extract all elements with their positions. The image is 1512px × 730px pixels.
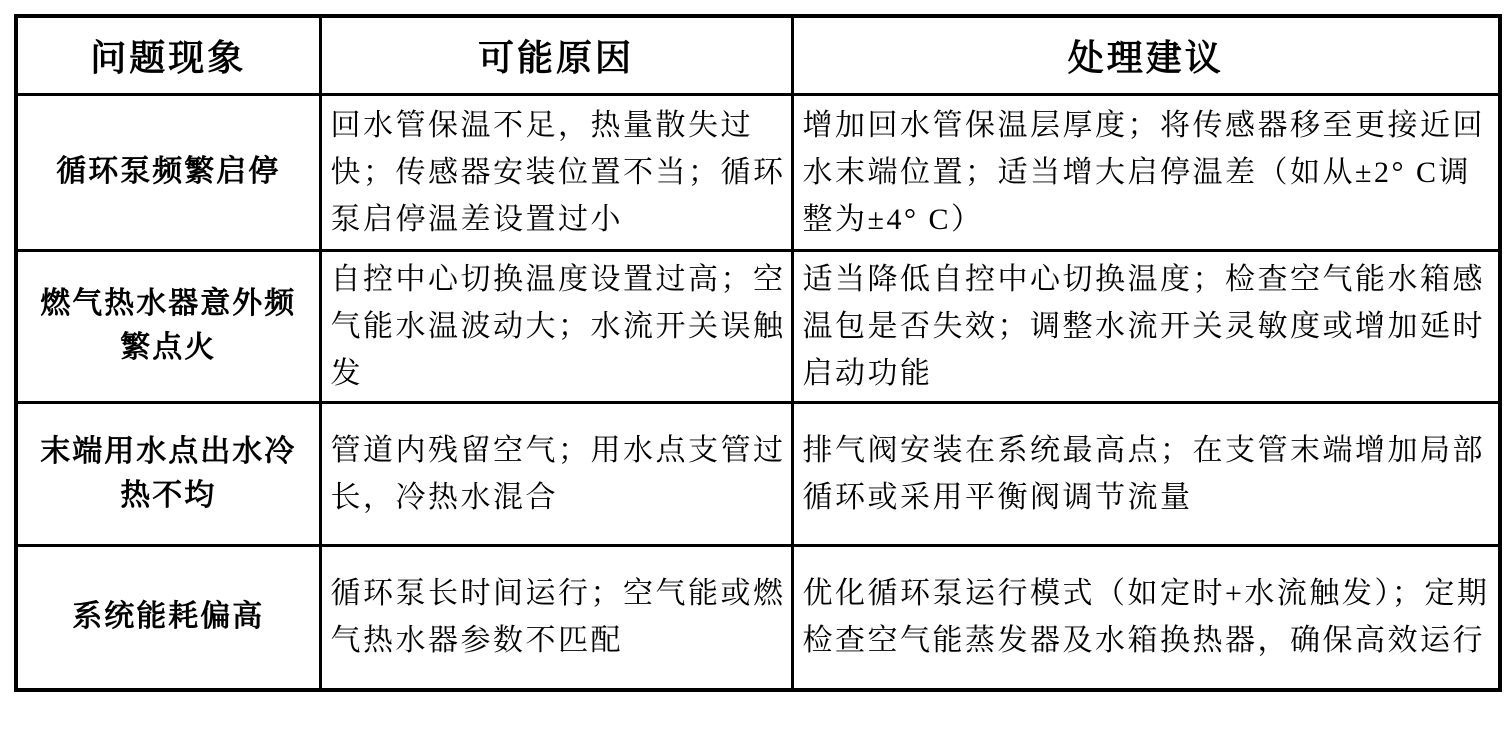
cell-cause-1: 回水管保温不足，热量散失过快；传感器安装位置不当；循环泵启停温差设置过小 bbox=[320, 94, 792, 250]
column-header-cause: 可能原因 bbox=[320, 16, 792, 94]
cell-suggestion-2: 适当降低自控中心切换温度；检查空气能水箱感温包是否失效；调整水流开关灵敏度或增加延时启动功能 bbox=[792, 250, 1500, 402]
cell-cause-2: 自控中心切换温度设置过高；空气能水温波动大；水流开关误触发 bbox=[320, 250, 792, 402]
cell-problem-1: 循环泵频繁启停 bbox=[16, 94, 320, 250]
cell-suggestion-3: 排气阀安装在系统最高点；在支管末端增加局部循环或采用平衡阀调节流量 bbox=[792, 402, 1500, 545]
table-row bbox=[16, 250, 1500, 402]
cell-cause-3: 管道内残留空气；用水点支管过长，冷热水混合 bbox=[320, 402, 792, 545]
cell-problem-4: 系统能耗偏高 bbox=[16, 545, 320, 690]
cell-problem-3: 末端用水点出水冷热不均 bbox=[16, 402, 320, 545]
table-row bbox=[16, 545, 1500, 690]
cell-suggestion-1: 增加回水管保温层厚度；将传感器移至更接近回水末端位置；适当增大启停温差（如从±2° C调整为±4° C） bbox=[792, 94, 1500, 250]
column-header-suggestion: 处理建议 bbox=[792, 16, 1500, 94]
troubleshooting-table bbox=[14, 14, 1502, 692]
cell-problem-2: 燃气热水器意外频繁点火 bbox=[16, 250, 320, 402]
table-header-row bbox=[16, 16, 1500, 94]
table-row bbox=[16, 402, 1500, 545]
table-row bbox=[16, 94, 1500, 250]
cell-suggestion-4: 优化循环泵运行模式（如定时+水流触发）；定期检查空气能蒸发器及水箱换热器，确保高效运行 bbox=[792, 545, 1500, 690]
column-header-problem: 问题现象 bbox=[16, 16, 320, 94]
cell-cause-4: 循环泵长时间运行；空气能或燃气热水器参数不匹配 bbox=[320, 545, 792, 690]
